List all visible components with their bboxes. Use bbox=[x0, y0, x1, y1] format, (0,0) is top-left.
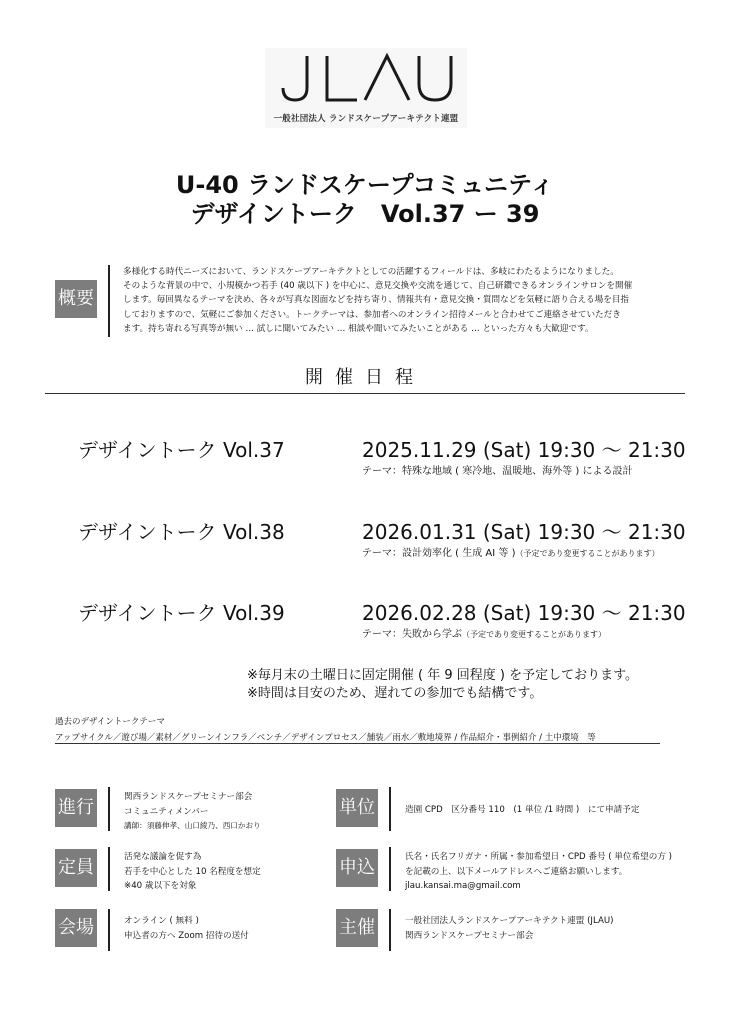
host-line: 一般社団法人ランドスケープアーキテクト連盟 (JLAU) bbox=[405, 916, 614, 926]
host-line: 関西ランドスケープセミナー部会 bbox=[405, 930, 534, 941]
past-themes-divider bbox=[55, 743, 660, 744]
apply-info bbox=[405, 850, 672, 894]
note-line: ※毎月末の土曜日に固定開催 ( 年 9 回程度 ) を予定しております。 bbox=[247, 668, 639, 683]
event-theme-note: （予定であり変更することがあります） bbox=[515, 549, 660, 558]
event-date: 2025.11.29 (Sat) 19:30 ～ 21:30 bbox=[362, 438, 686, 462]
apply-line: を記載の上、以下メールアドレスへご連絡お願いします。 bbox=[405, 866, 628, 877]
credit-divider bbox=[389, 787, 391, 831]
event-name: デザイントーク Vol.39 bbox=[78, 601, 285, 625]
apply-divider bbox=[389, 847, 391, 891]
apply-line: 氏名・氏名フリガナ・所属・参加希望日・CPD 番号 ( 単位希望の方 ) bbox=[405, 852, 673, 862]
event-theme-note: （予定であり変更することがあります） bbox=[462, 630, 606, 639]
past-themes-list: アップサイクル／遊び場／素材／グリーンインフラ／ベンチ／デザインプロセス／舗装／雨水／敷地境界 / 作品紹介・事例紹介 / 土中環境 等 bbox=[55, 733, 596, 743]
overview-label: 概要 bbox=[55, 280, 97, 318]
venue-info bbox=[124, 914, 249, 943]
event-theme-text: テーマ：特殊な地域 ( 寒冷地、温暖地、海外等 ) による設計 bbox=[362, 466, 633, 477]
past-themes-heading: 過去のデザイントークテーマ bbox=[55, 717, 165, 727]
host-divider bbox=[389, 909, 391, 951]
venue-divider bbox=[108, 909, 110, 951]
logo-subtitle: 一般社団法人 ランドスケープアーキテクト連盟 bbox=[273, 114, 459, 124]
logo bbox=[265, 48, 467, 128]
organizer-line: コミュニティメンバー bbox=[124, 806, 209, 817]
capacity-line: 活発な議論を促す為 bbox=[124, 852, 202, 862]
overview-text bbox=[123, 265, 693, 336]
organizer-divider bbox=[108, 787, 110, 831]
schedule-heading: 開催日程 bbox=[305, 367, 425, 388]
event-date: 2026.01.31 (Sat) 19:30 ～ 21:30 bbox=[362, 520, 686, 544]
overview-divider bbox=[108, 265, 110, 337]
organizer-line: 関西ランドスケープセミナー部会 bbox=[124, 792, 253, 802]
schedule-divider bbox=[45, 393, 685, 394]
schedule-notes bbox=[247, 667, 638, 703]
credit-label: 単位 bbox=[336, 789, 378, 827]
venue-line: 申込者の方へ Zoom 招待の送付 bbox=[124, 930, 249, 941]
page-title-line2: デザイントーク Vol.37 ー 39 bbox=[190, 200, 540, 228]
credit-line: 造園 CPD 区分番号 110 (1 単位 /1 時間 ) にて申請予定 bbox=[405, 805, 640, 815]
event-date: 2026.02.28 (Sat) 19:30 ～ 21:30 bbox=[362, 601, 686, 625]
host-info bbox=[405, 914, 613, 943]
organizer-label: 進行 bbox=[55, 789, 97, 827]
event-theme-text: テーマ：設計効率化 ( 生成 AI 等 ) bbox=[362, 548, 516, 559]
credit-info bbox=[405, 803, 639, 818]
capacity-line: 若手を中心とした 10 名程度を想定 bbox=[124, 866, 261, 877]
organizer-lecturers: 講師：須藤伸孝、山口綾乃、西口かおり bbox=[124, 821, 261, 831]
capacity-divider bbox=[108, 847, 110, 891]
event-name: デザイントーク Vol.37 bbox=[78, 438, 285, 462]
capacity-label: 定員 bbox=[55, 849, 97, 887]
host-label: 主催 bbox=[336, 909, 378, 947]
organizer-info bbox=[124, 790, 261, 834]
event-name: デザイントーク Vol.38 bbox=[78, 520, 285, 544]
event-theme bbox=[362, 544, 660, 559]
apply-email: jlau.kansai.ma@gmail.com bbox=[405, 881, 521, 892]
overview-line: ます。持ち寄れる写真等が無い … 試しに聞いてみたい … 相談や聞いてみたいことがある … といった方々も大歓迎です。 bbox=[123, 323, 594, 334]
capacity-line: ※40 歳以下を対象 bbox=[124, 881, 197, 892]
overview-line: 多様化する時代ニーズにおいて、ランドスケープアーキテクトとしての活躍するフィールドは、多岐にわたるようになりました。 bbox=[123, 267, 619, 277]
overview-line: しておりますので、気軽にご参加ください。トークテーマは、参加者へのオンライン招待メールと合わせてご連絡させていただき bbox=[123, 309, 621, 320]
venue-line: オンライン ( 無料 ) bbox=[124, 916, 199, 926]
event-theme bbox=[362, 625, 606, 640]
overview-line: します。毎回異なるテーマを決め、各々が写真な図面などを持ち寄り、情報共有・意見交換・質問などを気軽に語り合える場を目指 bbox=[123, 295, 630, 306]
capacity-info bbox=[124, 850, 261, 894]
apply-label: 申込 bbox=[336, 849, 378, 887]
venue-label: 会場 bbox=[55, 909, 97, 947]
note-line: ※時間は目安のため、遅れての参加でも結構です。 bbox=[247, 686, 543, 701]
event-theme bbox=[362, 462, 633, 477]
overview-line: そのような背景の中で、小規模かつ若手 (40 歳以下 ) を中心に、意見交換や交流を通じて、自己研鑽できるオンラインサロンを開催 bbox=[123, 281, 633, 292]
page-title-line1: U-40 ランドスケープコミュニティ bbox=[175, 171, 555, 199]
event-theme-text: テーマ：失敗から学ぶ bbox=[362, 629, 462, 640]
